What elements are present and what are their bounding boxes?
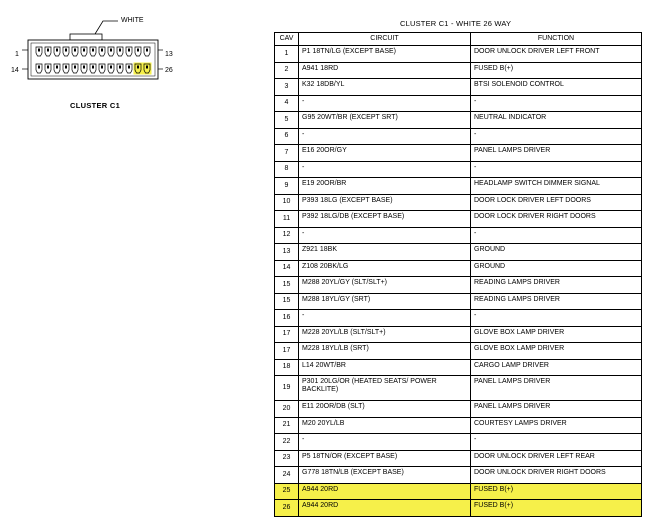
cav-cell: 8 <box>275 161 299 178</box>
circuit-cell: P301 20LG/OR (HEATED SEATS/ POWER BACKLITE) <box>299 376 471 401</box>
table-row <box>275 401 642 418</box>
function-cell: DOOR UNLOCK DRIVER LEFT FRONT <box>471 46 642 63</box>
cav-cell: 26 <box>275 500 299 517</box>
function-cell: DOOR LOCK DRIVER RIGHT DOORS <box>471 211 642 228</box>
circuit-cell: G778 18TN/LB (EXCEPT BASE) <box>299 467 471 484</box>
circuit-cell: A944 20RD <box>299 483 471 500</box>
circuit-cell: Z921 18BK <box>299 244 471 261</box>
pinout-table <box>274 32 642 517</box>
circuit-cell: G95 20WT/BR (EXCEPT SRT) <box>299 112 471 129</box>
cav-cell: 4 <box>275 95 299 112</box>
function-cell: DOOR UNLOCK DRIVER LEFT REAR <box>471 450 642 467</box>
cav-cell: 23 <box>275 450 299 467</box>
cav-cell: 13 <box>275 244 299 261</box>
table-row <box>275 310 642 327</box>
function-cell: FUSED B(+) <box>471 62 642 79</box>
function-cell: PANEL LAMPS DRIVER <box>471 145 642 162</box>
circuit-cell: P393 18LG (EXCEPT BASE) <box>299 194 471 211</box>
table-row <box>275 450 642 467</box>
function-cell: BTSI SOLENOID CONTROL <box>471 79 642 96</box>
table-row <box>275 128 642 145</box>
function-cell: PANEL LAMPS DRIVER <box>471 401 642 418</box>
function-cell: - <box>471 310 642 327</box>
cav-cell: 14 <box>275 260 299 277</box>
connector-caption: CLUSTER C1 <box>70 101 121 110</box>
table-row <box>275 227 642 244</box>
circuit-cell: L14 20WT/BR <box>299 359 471 376</box>
table-row <box>275 277 642 294</box>
cav-cell: 9 <box>275 178 299 195</box>
function-cell: FUSED B(+) <box>471 500 642 517</box>
function-cell: DOOR UNLOCK DRIVER RIGHT DOORS <box>471 467 642 484</box>
function-cell: CARGO LAMP DRIVER <box>471 359 642 376</box>
function-cell: PANEL LAMPS DRIVER <box>471 376 642 401</box>
table-row <box>275 244 642 261</box>
cav-cell: 12 <box>275 227 299 244</box>
circuit-cell: E11 20OR/DB (SLT) <box>299 401 471 418</box>
table-row <box>275 145 642 162</box>
pin-label-1: 1 <box>15 51 19 58</box>
table-row <box>275 434 642 451</box>
table-row <box>275 376 642 401</box>
circuit-cell: P1 18TN/LG (EXCEPT BASE) <box>299 46 471 63</box>
header-cav: CAV <box>275 33 299 46</box>
circuit-cell: - <box>299 128 471 145</box>
table-row <box>275 326 642 343</box>
circuit-cell: M20 20YL/LB <box>299 417 471 434</box>
cav-cell: 21 <box>275 417 299 434</box>
cav-cell: 18 <box>275 359 299 376</box>
connector-pin-25 <box>134 63 143 75</box>
table-row <box>275 293 642 310</box>
circuit-cell: - <box>299 95 471 112</box>
circuit-cell: - <box>299 227 471 244</box>
function-cell: READING LAMPS DRIVER <box>471 277 642 294</box>
circuit-cell: Z108 20BK/LG <box>299 260 471 277</box>
function-cell: GROUND <box>471 244 642 261</box>
function-cell: - <box>471 227 642 244</box>
table-row <box>275 46 642 63</box>
cav-cell: 2 <box>275 62 299 79</box>
cav-cell: 19 <box>275 376 299 401</box>
function-cell: HEADLAMP SWITCH DIMMER SIGNAL <box>471 178 642 195</box>
table-row <box>275 79 642 96</box>
function-cell: DOOR LOCK DRIVER LEFT DOORS <box>471 194 642 211</box>
circuit-cell: - <box>299 434 471 451</box>
circuit-cell: M288 20YL/GY (SLT/SLT+) <box>299 277 471 294</box>
cav-cell: 15 <box>275 277 299 294</box>
function-cell: GLOVE BOX LAMP DRIVER <box>471 326 642 343</box>
cav-cell: 11 <box>275 211 299 228</box>
function-cell: - <box>471 161 642 178</box>
table-row <box>275 343 642 360</box>
table-row <box>275 500 642 517</box>
circuit-cell: - <box>299 161 471 178</box>
table-row <box>275 467 642 484</box>
table-header-row <box>275 33 642 46</box>
cav-cell: 15 <box>275 293 299 310</box>
pin-label-14: 14 <box>11 67 19 74</box>
cav-cell: 17 <box>275 343 299 360</box>
cav-cell: 20 <box>275 401 299 418</box>
function-cell: FUSED B(+) <box>471 483 642 500</box>
table-row <box>275 211 642 228</box>
circuit-cell: E16 20OR/GY <box>299 145 471 162</box>
table-row <box>275 417 642 434</box>
table-row <box>275 194 642 211</box>
cav-cell: 5 <box>275 112 299 129</box>
circuit-cell: M228 18YL/LB (SRT) <box>299 343 471 360</box>
cav-cell: 6 <box>275 128 299 145</box>
circuit-cell: M228 20YL/LB (SLT/SLT+) <box>299 326 471 343</box>
function-cell: - <box>471 128 642 145</box>
cav-cell: 17 <box>275 326 299 343</box>
circuit-cell: A944 20RD <box>299 500 471 517</box>
cav-cell: 1 <box>275 46 299 63</box>
table-row <box>275 161 642 178</box>
cav-cell: 10 <box>275 194 299 211</box>
circuit-cell: - <box>299 310 471 327</box>
table-title: CLUSTER C1 - WHITE 26 WAY <box>400 19 512 28</box>
function-cell: READING LAMPS DRIVER <box>471 293 642 310</box>
pin-label-26: 26 <box>165 67 173 74</box>
circuit-cell: M288 18YL/GY (SRT) <box>299 293 471 310</box>
cav-cell: 22 <box>275 434 299 451</box>
function-cell: - <box>471 95 642 112</box>
circuit-cell: P392 18LG/DB (EXCEPT BASE) <box>299 211 471 228</box>
table-row <box>275 112 642 129</box>
cav-cell: 3 <box>275 79 299 96</box>
circuit-cell: E19 20OR/BR <box>299 178 471 195</box>
cav-cell: 16 <box>275 310 299 327</box>
table-row <box>275 359 642 376</box>
circuit-cell: A941 18RD <box>299 62 471 79</box>
connector-color-label: WHITE <box>121 17 144 24</box>
pin-label-13: 13 <box>165 51 173 58</box>
cav-cell: 24 <box>275 467 299 484</box>
function-cell: GLOVE BOX LAMP DRIVER <box>471 343 642 360</box>
function-cell: GROUND <box>471 260 642 277</box>
table-row <box>275 62 642 79</box>
cav-cell: 25 <box>275 483 299 500</box>
table-row <box>275 260 642 277</box>
connector-diagram <box>0 0 260 130</box>
circuit-cell: K32 18DB/YL <box>299 79 471 96</box>
table-body <box>275 46 642 517</box>
function-cell: NEUTRAL INDICATOR <box>471 112 642 129</box>
cav-cell: 7 <box>275 145 299 162</box>
table-row <box>275 483 642 500</box>
table-row <box>275 95 642 112</box>
header-function: FUNCTION <box>471 33 642 46</box>
circuit-cell: P5 18TN/OR (EXCEPT BASE) <box>299 450 471 467</box>
connector-pin-26 <box>143 63 152 75</box>
function-cell: COURTESY LAMPS DRIVER <box>471 417 642 434</box>
function-cell: - <box>471 434 642 451</box>
header-circuit: CIRCUIT <box>299 33 471 46</box>
table-row <box>275 178 642 195</box>
